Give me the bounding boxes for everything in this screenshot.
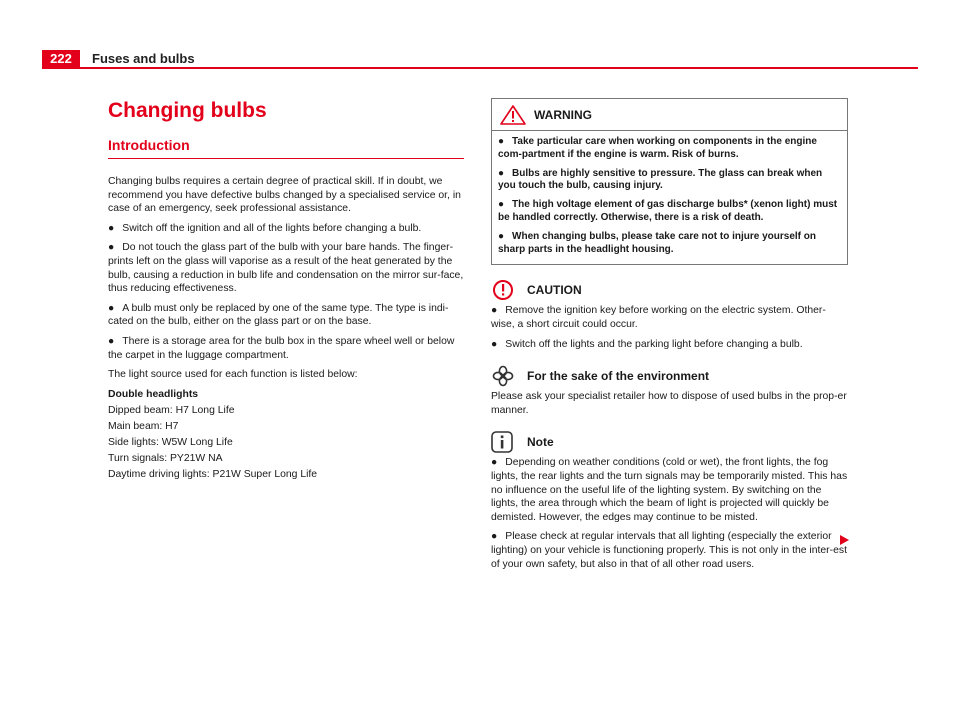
warning-header — [492, 99, 847, 131]
list-item-text: Remove the ignition key before working on the electric system. Other-wise, a short circuit could occur. — [491, 305, 826, 330]
list-item-text: Switch off the lights and the parking light before changing a bulb. — [505, 338, 803, 350]
page-title: Changing bulbs — [108, 99, 267, 122]
header-rule — [42, 67, 918, 69]
warning-title: WARNING — [534, 107, 592, 122]
bullet-icon: ● — [108, 242, 115, 254]
bullet-icon: ● — [108, 302, 115, 314]
environment-text: Please ask your specialist retailer how to dispose of used bulbs in the prop-er manner. — [491, 391, 847, 416]
lamp-turn-signals: Turn signals: PY21W NA — [108, 453, 223, 465]
bullet-icon: ● — [108, 222, 115, 234]
list-item-text: Please check at regular intervals that all lighting (especially the exterior lighting) on your vehicle is functioning properly. This is not only in the inter-est of your own safety, but also in that of all other road users. — [491, 531, 847, 570]
caution-icon — [491, 279, 517, 301]
bullet-icon: ● — [498, 230, 505, 242]
warning-body — [492, 131, 847, 264]
lamp-main-beam: Main beam: H7 — [108, 420, 179, 432]
list-item — [108, 302, 464, 329]
lamp-daytime-driving-lights: Daytime driving lights: P21W Super Long Life — [108, 469, 318, 481]
list-item — [108, 222, 464, 236]
bullet-icon: ● — [491, 531, 498, 543]
bullet-icon: ● — [491, 457, 498, 469]
list-item-text: Do not touch the glass part of the bulb with your bare hands. The finger-prints left on the glass will vaporise as a result of the heat generated by the bulb, causing a reduction in bulb life and condensation on the mirror sur-face, thus reducing effectiveness. — [108, 242, 464, 295]
note-title: Note — [527, 435, 554, 450]
bullet-icon: ● — [498, 167, 505, 179]
list-item — [108, 241, 464, 295]
double-headlights-label: Double headlights — [108, 388, 199, 400]
caution-title: CAUTION — [527, 283, 582, 298]
caution-header — [491, 279, 848, 301]
environment-title: For the sake of the environment — [527, 369, 710, 384]
list-item-text: There is a storage area for the bulb box in the spare wheel well or below the carpet in the luggage compartment. — [108, 335, 455, 361]
list-item-text: The high voltage element of gas discharge bulbs* (xenon light) must be handled correctly. Otherwise, there is a risk of death. — [498, 199, 838, 223]
list-item — [491, 304, 848, 331]
note-icon — [491, 431, 517, 453]
list-item — [498, 136, 841, 162]
bullet-icon: ● — [498, 136, 505, 147]
list-item — [108, 335, 464, 362]
environment-icon — [491, 365, 517, 387]
list-item-text: Depending on weather conditions (cold or wet), the front lights, the fog lights, the rear lights and the turn signals may be temporarily misted. This has no influence on the useful life of the lighting system. By switching on the lights, the area through which the beam of light is projected will quickly be demisted. However, the edges may continue to be misted. — [491, 457, 848, 523]
environment-header — [491, 365, 848, 387]
bullet-icon: ● — [498, 199, 505, 211]
lamp-dipped-beam: Dipped beam: H7 Long Life — [108, 404, 235, 416]
list-item — [498, 231, 841, 257]
lamp-side-lights: Side lights: W5W Long Life — [108, 437, 233, 448]
list-item-text: A bulb must only be replaced by one of the same type. The type is indi-cated on the bulb, either on the glass part or on the base. — [108, 302, 449, 328]
list-item — [498, 199, 841, 225]
bullet-icon: ● — [491, 305, 498, 317]
warning-box — [491, 98, 848, 265]
list-item-text: Switch off the ignition and all of the lights before changing a bulb. — [122, 222, 422, 234]
light-source-intro: The light source used for each function is listed below: — [108, 369, 358, 381]
bullet-icon: ● — [491, 338, 498, 350]
list-item — [498, 168, 841, 194]
warning-triangle-icon — [500, 105, 526, 125]
section-title-introduction: Introduction — [108, 137, 190, 153]
list-item — [491, 530, 848, 571]
list-item-text: When changing bulbs, please take care not to injure yourself on sharp parts in the headlight housing. — [498, 230, 816, 255]
continue-arrow-icon — [838, 534, 850, 546]
section-rule — [108, 158, 464, 159]
list-item-text: Bulbs are highly sensitive to pressure. The glass can break when you touch the bulb, causing injury. — [498, 167, 823, 192]
right-column — [491, 98, 848, 577]
intro-paragraph: Changing bulbs requires a certain degree of practical skill. If in doubt, we recommend you have defective bulbs changed by a specialised service or, in case of an emergency, seek professional assistance. — [108, 176, 461, 215]
header-title: Fuses and bulbs — [92, 51, 195, 66]
left-column — [108, 98, 464, 484]
list-item — [491, 456, 848, 524]
list-item-text: Take particular care when working on components in the engine com-partment if the engine is warm. Risk of burns. — [498, 136, 817, 160]
page-number: 222 — [42, 50, 80, 68]
list-item — [491, 338, 848, 352]
bullet-icon: ● — [108, 335, 115, 347]
note-header — [491, 431, 848, 453]
